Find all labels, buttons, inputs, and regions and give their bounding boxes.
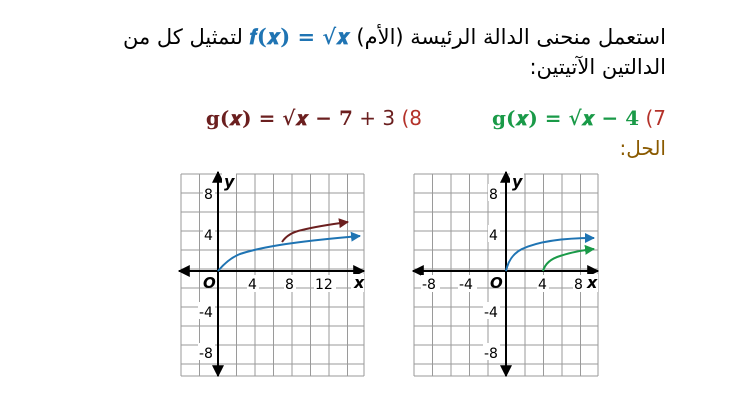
x-tick-label: 8 — [574, 277, 583, 293]
solution-label: الحل: — [619, 136, 666, 160]
y-axis-label: y — [512, 172, 523, 191]
y-tick-label: -8 — [199, 346, 213, 362]
x-axis-label: x — [587, 273, 598, 292]
parent-function-curve — [218, 236, 360, 271]
exercise-8-shift: + 3 — [352, 106, 396, 130]
parent-function: 𝒇(𝒙) = √𝒙 — [249, 24, 350, 49]
x-tick-label: 12 — [315, 277, 333, 293]
x-tick-label: -4 — [459, 277, 473, 293]
problem-statement — [60, 22, 666, 82]
statement-intro: استعمل منحنى الدالة الرئيسة (الأم) — [356, 25, 666, 49]
y-tick-label: -4 — [484, 305, 498, 321]
x-tick-label: -8 — [422, 277, 436, 293]
exercise-8-function: g(𝒙) = √𝒙 − 𝟕 — [205, 106, 353, 130]
origin-label: O — [203, 274, 216, 292]
x-tick-label: 4 — [248, 277, 257, 293]
graph-ex8 — [178, 170, 368, 380]
x-tick-label: 4 — [538, 277, 547, 293]
statement-outro: لتمثيل كل من الدالتين الآتيتين: — [122, 25, 666, 79]
x-axis-label: x — [354, 273, 365, 292]
y-tick-label: -4 — [199, 305, 213, 321]
y-tick-label: 4 — [204, 228, 213, 244]
exercise-8-number: (8 — [401, 106, 422, 130]
exercise-7 — [480, 106, 666, 130]
graph-ex7 — [412, 170, 602, 380]
y-tick-label: -8 — [484, 346, 498, 362]
y-tick-label: 4 — [489, 228, 498, 244]
exercise-7-function: g(𝒙) = √𝒙 − 𝟒 — [492, 106, 640, 130]
y-tick-label: 8 — [489, 187, 498, 203]
exercise-7-number: (7 — [645, 106, 666, 130]
y-axis-label: y — [224, 172, 235, 191]
exercise-7-curve — [543, 249, 594, 271]
x-tick-label: 8 — [285, 277, 294, 293]
origin-label: O — [490, 274, 503, 292]
y-tick-label: 8 — [204, 187, 213, 203]
exercise-8 — [186, 106, 422, 130]
